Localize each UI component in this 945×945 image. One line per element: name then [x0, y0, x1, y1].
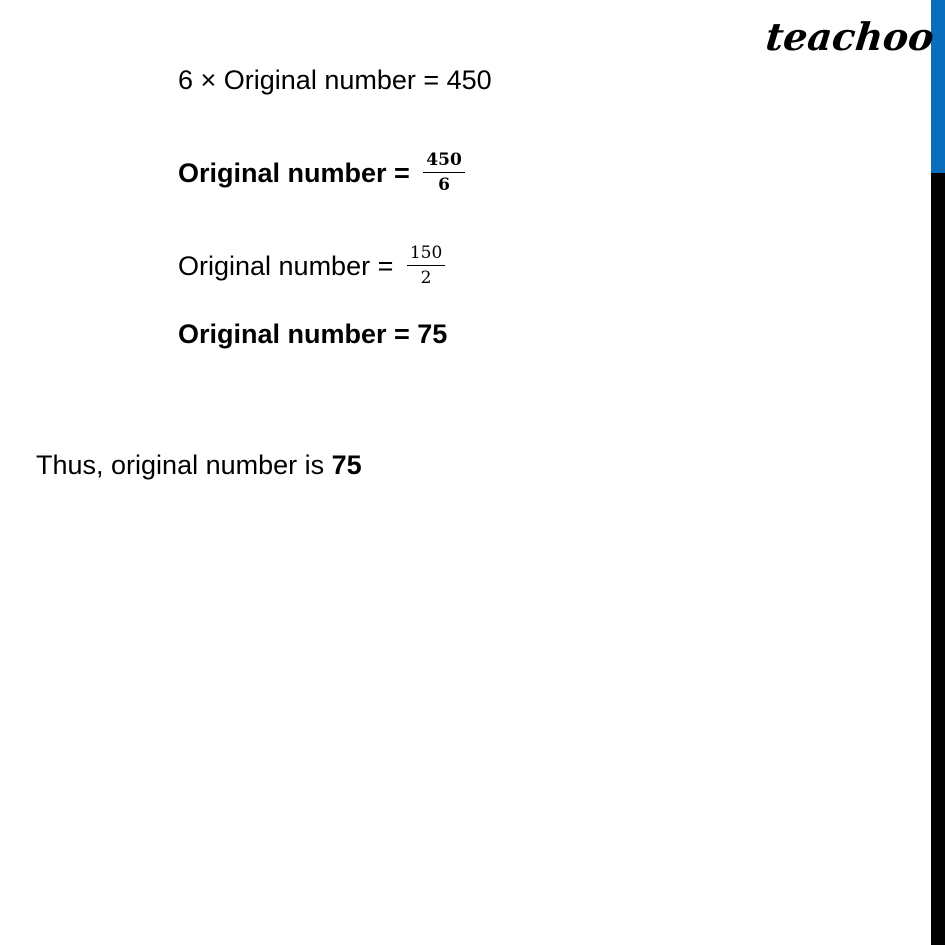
- fraction: [423, 150, 465, 195]
- teachoo-logo: teachoo: [763, 14, 937, 59]
- step-label: Original number =: [178, 250, 401, 281]
- step-equation: [178, 64, 492, 96]
- conclusion-value: 75: [331, 450, 362, 480]
- numerator: 450: [423, 150, 465, 173]
- step-text: Original number = 75: [178, 319, 448, 349]
- step-label: Original number =: [178, 157, 418, 188]
- denominator: 2: [420, 268, 432, 288]
- numerator: 150: [407, 243, 445, 266]
- step-fraction: [178, 243, 445, 288]
- fraction: [407, 243, 445, 288]
- conclusion: [36, 449, 362, 481]
- denominator: 6: [438, 175, 450, 195]
- step-text: 6 × Original number = 450: [178, 65, 492, 95]
- conclusion-prefix: Thus, original number is: [36, 450, 332, 480]
- step-result: [178, 318, 447, 350]
- scrollbar[interactable]: [931, 0, 945, 945]
- step-fraction-bold: [178, 150, 465, 195]
